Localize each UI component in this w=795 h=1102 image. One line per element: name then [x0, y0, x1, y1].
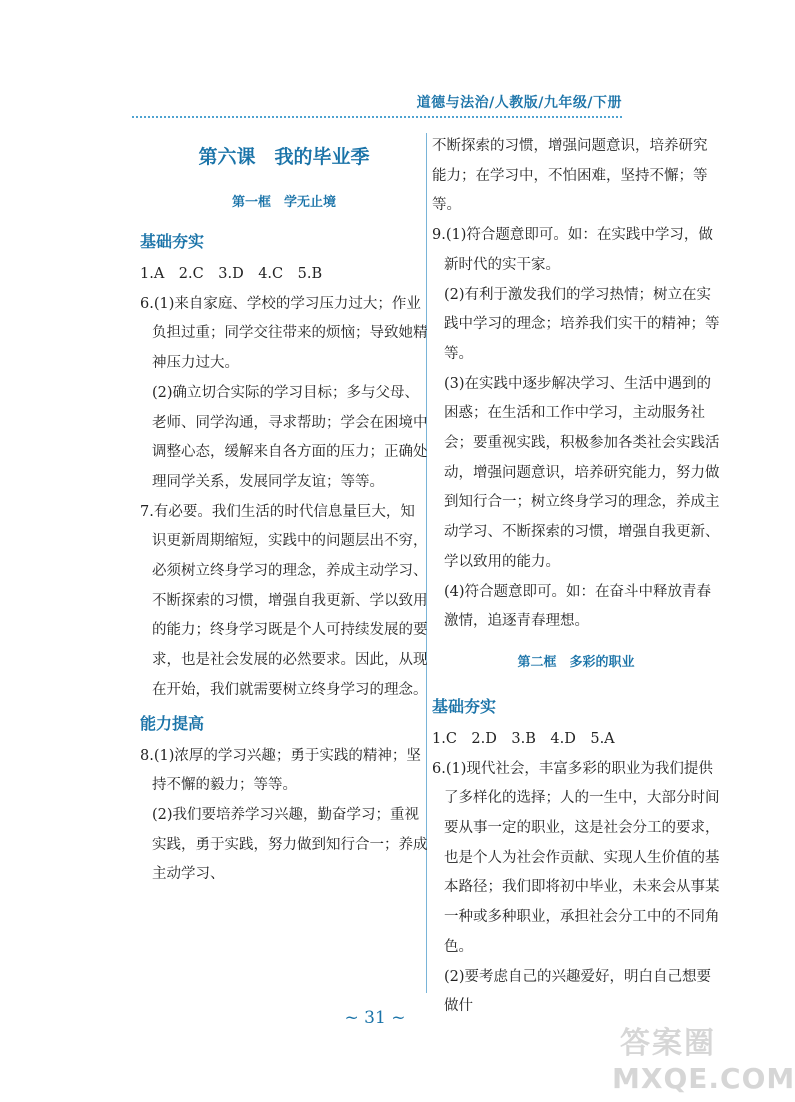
- answer-q9-part2: (2)有利于激发我们的学习热情；树立在实践中学习的理念；培养我们实干的精神；等等。: [444, 286, 720, 362]
- page-number: ~ 31 ~: [344, 1008, 406, 1028]
- section-heading-basics-2: 基础夯实: [432, 696, 497, 716]
- answer-q1-5: 1.A 2.C 3.D 4.C 5.B: [140, 266, 323, 282]
- answer-q8-part2-continued: 不断探索的习惯，增强问题意识，培养研究能力；在学习中，不怕困难，坚持不懈；等等。: [432, 138, 708, 214]
- book-title: 道德与法治/人教版/九年级/下册: [416, 95, 622, 111]
- page-header: [132, 92, 622, 116]
- frame-title-1: 第一框 学无止境: [231, 195, 336, 210]
- answer-q9-part1: 9.(1)符合题意即可。如：在实践中学习，做新时代的实干家。: [432, 227, 713, 273]
- answer-q6-part2: (2)确立切合实际的学习目标；多与父母、老师、同学沟通，寻求帮助；学会在困境中调整心态，缓解来自各方面的压力；正确处理同学关系，发展同学友谊；等等。: [152, 384, 428, 490]
- answer-q6-frame2-part1: 6.(1)现代社会，丰富多彩的职业为我们提供了多样化的选择；人的一生中，大部分时间要从事一定的职业，这是社会分工的要求，也是个人为社会作贡献、实现人生价值的基本路径；我们即将初中毕业，未来会从事某一种或多种职业，承担社会分工中的不同角色。: [432, 760, 720, 955]
- frame-title-2: 第二框 多彩的职业: [517, 654, 635, 670]
- answer-q6-part1: 6.(1)来自家庭、学校的学习压力过大；作业负担过重；同学交往带来的烦恼；导致她精神压力过大。: [140, 295, 428, 372]
- watermark-logo: [612, 1018, 795, 1098]
- section-heading-ability: 能力提高: [140, 713, 205, 733]
- answer-q6-frame2-part2: (2)要考虑自己的兴趣爱好，明白自己想要做什: [444, 968, 712, 1015]
- answer-q7: 7.有必要。我们生活的时代信息量巨大，知识更新周期缩短，实践中的问题层出不穷，必须树立终身学习的理念，养成主动学习、不断探索的习惯，增强自我更新、学以致用的能力；终身学习既是个人可持续发展的要求，也是社会发展的必然要求。因此，从现在开始，我们就需要树立终身学习的理念。: [140, 503, 428, 698]
- left-column: [140, 132, 428, 890]
- section-heading-basics: 基础夯实: [140, 232, 205, 251]
- watermark-top-text: 答案圈: [620, 1026, 716, 1061]
- answer-q9-part4: (4)符合题意即可。如：在奋斗中释放青春激情，追逐青春理想。: [444, 583, 712, 630]
- answer-q8-part1: 8.(1)浓厚的学习兴趣；勇于实践的精神；坚持不懈的毅力；等等。: [140, 747, 421, 794]
- answer-q1-5-frame2: 1.C 2.D 3.B 4.D 5.A: [432, 730, 615, 747]
- header-divider: [132, 116, 622, 118]
- lesson-title: 第六课 我的毕业季: [198, 146, 370, 168]
- answer-q8-part2: (2)我们要培养学习兴趣，勤奋学习；重视实践，勇于实践，努力做到知行合一；养成主动学习、: [152, 806, 428, 883]
- watermark-url: MXQE.COM: [612, 1062, 795, 1095]
- answer-q9-part3: (3)在实践中逐步解决学习、生活中遇到的困惑；在生活和工作中学习，主动服务社会；要重视实践，积极参加各类社会实践活动，增强问题意识，培养研究能力，努力做到知行合一；树立终身学习的理念，养成主动学习、不断探索的习惯，增强自我更新、学以致用的能力。: [444, 375, 720, 570]
- right-column: [432, 132, 720, 1022]
